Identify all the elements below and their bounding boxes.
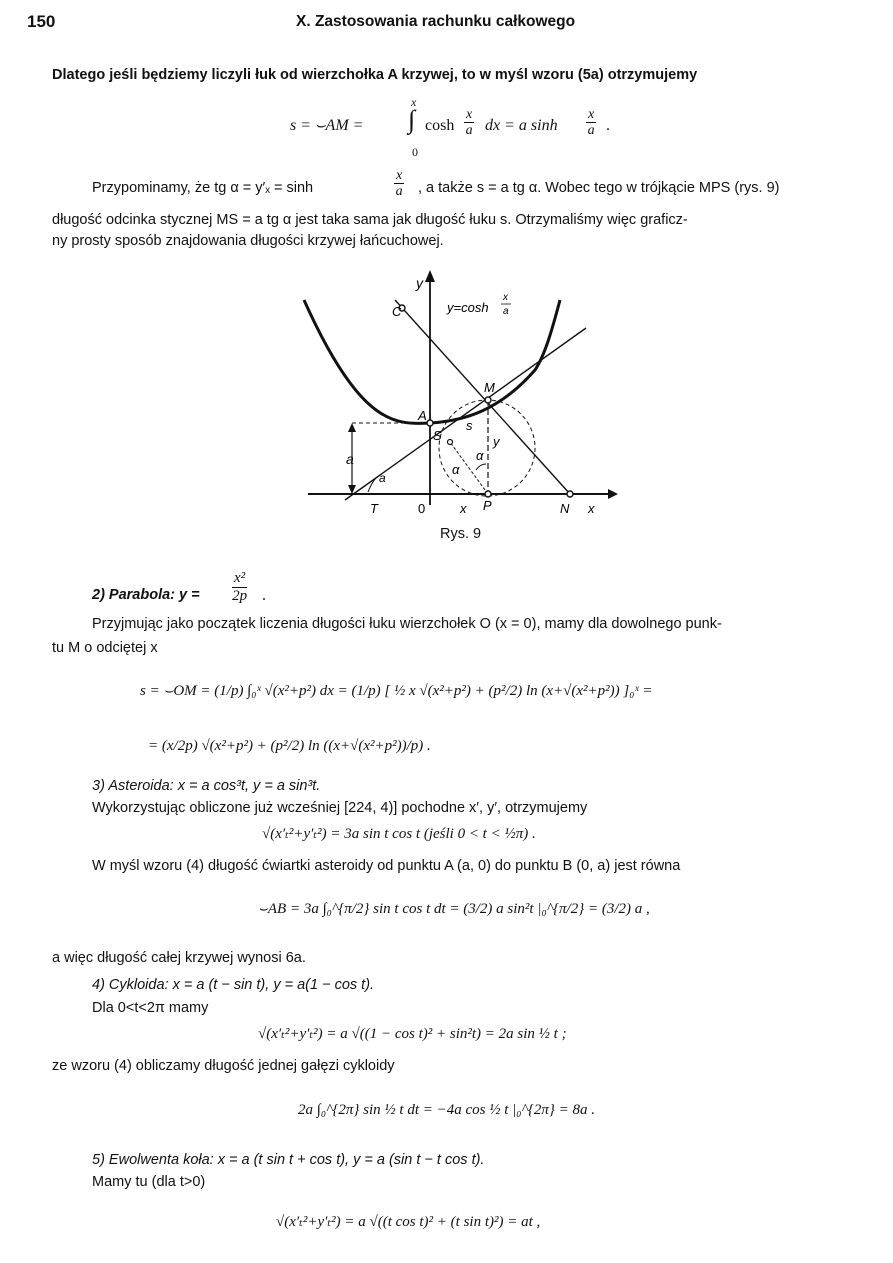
y-axis-arrow [425, 270, 435, 282]
equation-3: √(x′ₜ²+y′ₜ²) = 3a sin t cos t (jeśli 0 < t < ½π) . [262, 826, 536, 842]
paragraph-6: a więc długość całej krzywej wynosi 6a. [52, 950, 306, 966]
equation-4: ⌣AB = 3a ∫₀^{π/2} sin t cos t dt = (3/2) a sin²t |₀^{π/2} = (3/2) a , [258, 901, 650, 917]
section-5-title: 5) Ewolwenta koła: x = a (t sin t + cos t), y = a (sin t − t cos t). [92, 1152, 485, 1168]
x-axis-arrow [608, 489, 618, 499]
point-A [427, 420, 433, 426]
label-O: 0 [418, 501, 426, 516]
point-S [448, 440, 453, 445]
label-a-side: a [346, 451, 354, 467]
figure-catenary [290, 260, 620, 520]
label-N: N [560, 501, 570, 516]
point-M [485, 397, 491, 403]
equation-5: √(x′ₜ²+y′ₜ²) = a √((1 − cos t)² + sin²t) = 2a sin ½ t ; [258, 1026, 567, 1042]
catenary-curve [304, 300, 560, 423]
label-x-small: x [460, 501, 467, 516]
equation-6: 2a ∫₀^{2π} sin ½ t dt = −4a cos ½ t |₀^{2π} = 8a . [298, 1102, 595, 1118]
paragraph-8: ze wzoru (4) obliczamy długość jednej gałęzi cykloidy [52, 1058, 395, 1074]
figure-caption: Rys. 9 [440, 526, 482, 542]
label-alpha-1: α [476, 448, 484, 463]
label-P: P [483, 498, 492, 513]
paragraph-1: Dlatego jeśli będziemy liczyli łuk od wierzchołka A krzywej, to w myśl wzoru (5a) otrzymujemy [52, 67, 698, 83]
equation-2-line-1: s = ⌣OM = (1/p) ∫₀ˣ √(x²+p²) dx = (1/p) [ ½ x √(x²+p²) + (p²/2) ln (x+√(x²+p²)) ]₀ˣ = [140, 683, 653, 699]
paragraph-4: Wykorzystując obliczone już wcześniej [224, 4)] pochodne x′, y′, otrzymujemy [92, 800, 588, 816]
dashed-circle [439, 400, 535, 496]
alpha-arc-M [476, 464, 486, 470]
point-P [485, 491, 491, 497]
equation-7: √(x′ₜ²+y′ₜ²) = a √((t cos t)² + (t sin t)²) = at , [276, 1214, 541, 1230]
running-title: X. Zastosowania rachunku całkowego [296, 13, 576, 30]
page-number: 150 [27, 12, 56, 31]
equation-2-line-2: = (x/2p) √(x²+p²) + (p²/2) ln ((x+√(x²+p²))/p) . [148, 738, 431, 754]
paragraph-3a: Przyjmując jako początek liczenia długości łuku wierzchołek O (x = 0), mamy dla dowolnego punk- [92, 616, 722, 632]
point-N [567, 491, 573, 497]
section-3-title: 3) Asteroida: x = a cos³t, y = a sin³t. [92, 778, 321, 794]
label-curve-num: x [503, 292, 508, 303]
paragraph-3b: tu M o odciętej x [52, 640, 158, 656]
label-curve-den: a [503, 306, 509, 317]
label-T: T [370, 501, 378, 516]
label-y: y [416, 275, 423, 291]
equation-1: s = ⌣AM = x ∫ 0 cosh $\frac{x}{a}$ dx = a sinh $\frac{x}{a}$ . [290, 95, 610, 159]
label-S: S [433, 428, 442, 443]
label-curve: y=cosh [447, 300, 489, 315]
label-yy: y [493, 434, 500, 449]
label-s: s [466, 418, 473, 433]
book-page: 150 X. Zastosowania rachunku całkowego Dlatego jeśli będziemy liczyli łuk od wierzchołka A krzywej, to w myśl wzoru (5a) otrzymujemy s = ⌣AM = x ∫ 0 cosh $\frac{x}{a}$ dx = a sinh $\frac{x}{a}$ . Przypominamy, że tg α = y′ₓ = sinh $\frac{x}{a}$ , a także s = a tg α. Wobec tego w trójkącie MPS (rys. 9) długość odcinka stycznej MS = a tg α jest taka sama jak długość łuku s. Otrzymaliśmy więc graficz- ny prosty sposób znajdowania długości krzywej łańcuchowej. y y=cosh x a C M A S s y α α a a T 0 x P N x Rys. 9 2) Parabola: y = $\frac{\text{x²}}{2p}$ . Przyjmując jako początek liczenia długości łuku wierzchołek O (x = 0), mamy dla dowolnego punk- tu M o odciętej x s = ⌣OM = (1/p) ∫₀ˣ √(x²+p²) dx = (1/p) [ ½ x √(x²+p²) + (p²/2) ln (x+√(x²+p²)) ]₀ˣ = = (x/2p) √(x²+p²) + (p²/2) ln ((x+√(x²+p²))/p) . 3) Asteroida: x = a cos³t, y = a sin³t. Wykorzystując obliczone już wcześniej [224, 4)] pochodne x′, y′, otrzymujemy √(x′ₜ²+y′ₜ²) = 3a sin t cos t (jeśli 0 < t < ½π) . W myśl wzoru (4) długość ćwiartki asteroidy od punktu A (a, 0) do punktu B (0, a) jest równa ⌣AB = 3a ∫₀^{π/2} sin t cos t dt = (3/2) a sin²t |₀^{π/2} = (3/2) a , a więc długość całej krzywej wynosi 6a. 4) Cykloida: x = a (t − sin t), y = a(1 − cos t). Dla 0<t<2π mamy √(x′ₜ²+y′ₜ²) = a √((1 − cos t)² + sin²t) = 2a sin ½ t ; ze wzoru (4) obliczamy długość jednej gałęzi cykloidy 2a ∫₀^{2π} sin ½ t dt = −4a cos ½ t |₀^{2π} = 8a . 5) Ewolwenta koła: x = a (t sin t + cos t), y = a (sin t − t cos t). Mamy tu (dla t>0) √(x′ₜ²+y′ₜ²) = a √((t cos t)² + (t sin t)²) = at , [27, 12, 780, 1230]
label-A: A [418, 408, 427, 423]
label-C: C [392, 304, 402, 319]
section-4-title: 4) Cykloida: x = a (t − sin t), y = a(1 − cos t). [92, 977, 375, 993]
paragraph-7: Dla 0<t<2π mamy [92, 1000, 209, 1016]
label-x-axis: x [588, 501, 595, 516]
paragraph-5: W myśl wzoru (4) długość ćwiartki asteroidy od punktu A (a, 0) do punktu B (0, a) jest równa [92, 858, 681, 874]
paragraph-9: Mamy tu (dla t>0) [92, 1174, 206, 1190]
integral-sign: ∫ [408, 105, 416, 134]
label-alpha-2: α [452, 462, 460, 477]
label-M: M [484, 380, 495, 395]
label-alpha-T: a [379, 471, 386, 485]
